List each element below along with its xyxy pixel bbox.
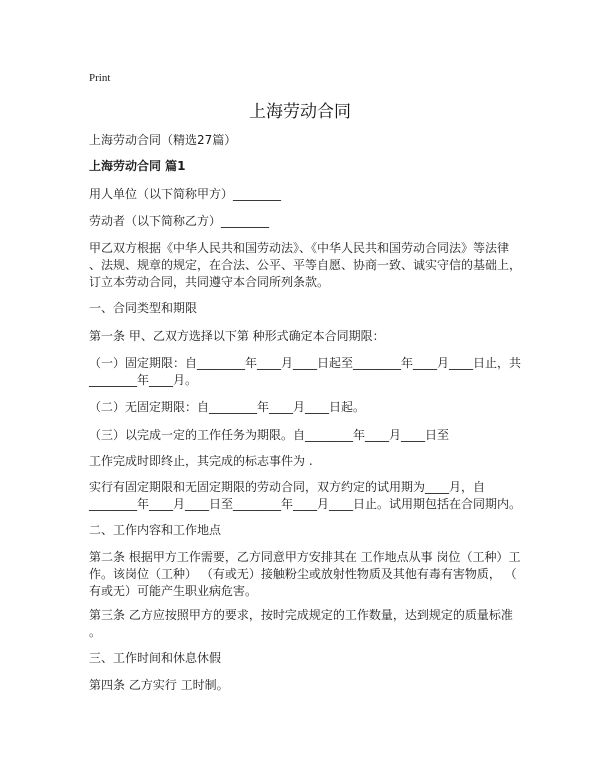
paragraph-employee: 劳动者（以下简称乙方）________ <box>89 214 270 228</box>
probation-line-1: 实行有固定期限和无固定期限的劳动合同，双方约定的试用期为____月，自 <box>89 480 486 494</box>
document-title: 上海劳动合同 <box>249 102 351 122</box>
heading-contract-type: 一、合同类型和期限 <box>89 301 198 315</box>
task-completion: 工作完成时即终止，其完成的标志事件为 . <box>89 454 313 468</box>
article-4: 第四条 乙方实行 工时制。 <box>89 678 229 692</box>
article-2-line-1: 第二条 根据甲方工作需要，乙方同意甲方安排其在 工作地点从事 岗位（工种）工 <box>89 550 521 564</box>
paragraph-preamble-line-3: 订立本劳动合同，共同遵守本合同所列条款。 <box>89 275 330 289</box>
heading-working-hours: 三、工作时间和休息休假 <box>89 651 222 665</box>
paragraph-employer: 用人单位（以下简称甲方）________ <box>89 187 282 201</box>
open-ended-term: （二）无固定期限：自________年____月____日起。 <box>89 400 366 414</box>
print-label: Print <box>89 72 111 84</box>
article-3-line-2: 。 <box>89 625 102 639</box>
task-based-term: （三）以完成一定的工作任务为期限。自________年____月____日至 <box>89 428 450 442</box>
article-2-line-3: 有或无）可能产生职业病危害。 <box>89 584 258 598</box>
fixed-term-line-2: ________年____月。 <box>89 373 198 387</box>
probation-line-2: ________年____月____日至________年____月____日止。试用期包括在合同期内。 <box>89 497 522 511</box>
article-1: 第一条 甲、乙双方选择以下第 种形式确定本合同期限： <box>89 329 385 343</box>
article-3-line-1: 第三条 乙方应按照甲方的要求，按时完成规定的工作数量，达到规定的质量标准 <box>89 608 513 622</box>
paragraph-preamble-line-1: 甲乙双方根据《中华人民共和国劳动法》、《中华人民共和国劳动合同法》等法律 <box>89 241 510 255</box>
section-heading: 上海劳动合同 篇1 <box>89 159 186 173</box>
fixed-term-line-1: （一）固定期限：自________年____月____日起至________年____月____日止，共 <box>89 356 522 370</box>
heading-work-content: 二、工作内容和工作地点 <box>89 523 222 537</box>
article-2-line-2: 作。该岗位（工种） （有或无）接触粉尘或放射性物质及其他有毒有害物质， （ <box>89 567 517 581</box>
document-subtitle: 上海劳动合同（精选27篇） <box>89 133 237 147</box>
paragraph-preamble-line-2: 、法规、规章的规定，在合法、公平、平等自愿、协商一致、诚实守信的基础上， <box>89 258 522 272</box>
